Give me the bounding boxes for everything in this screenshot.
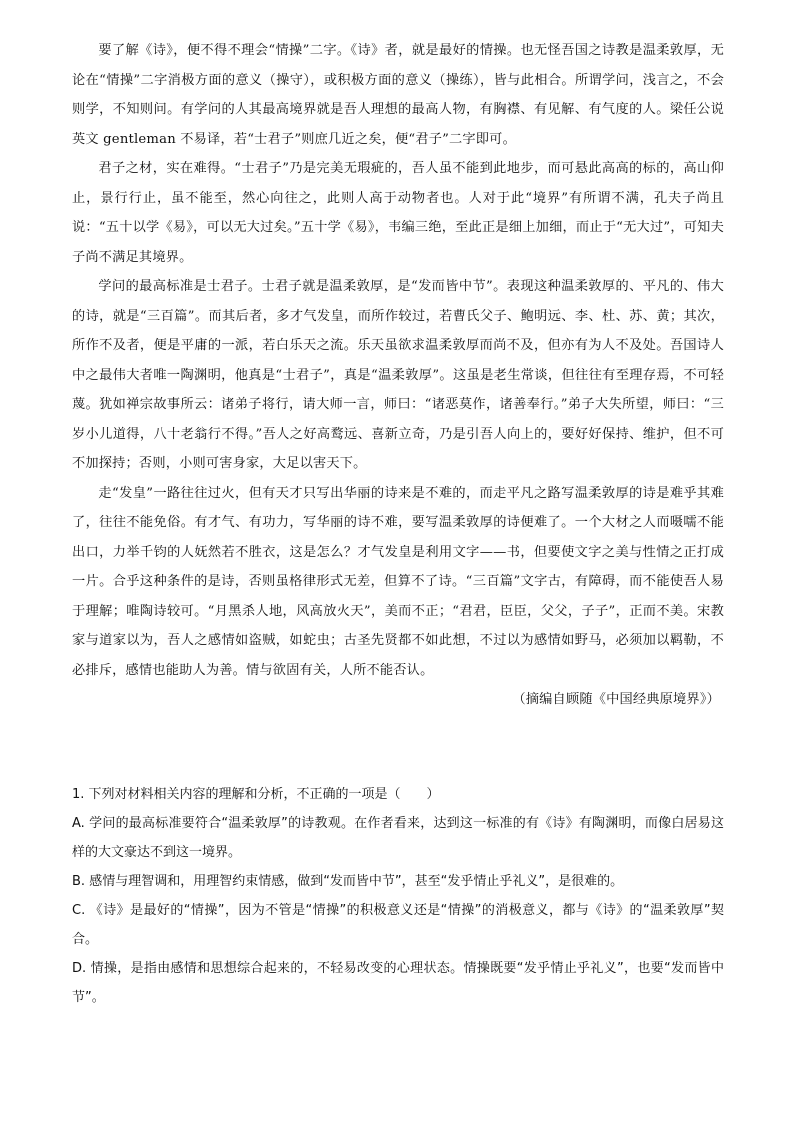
option-a [72,809,724,867]
option-d [72,954,724,1012]
option-b-key: B. [72,874,90,889]
option-b [72,867,724,896]
passage-source: （摘编自顾随《中国经典原境界》） [512,692,720,707]
passage-paragraph-3: 学问的最高标准是士君子。士君子就是温柔敦厚，是“发而皆中节”。表现这种温柔敦厚的、平凡的、伟大的诗，就是“三百篇”。而其后者，多才气发皇，而所作较过，若曹氏父子、鲍明远、李、杜、苏、黄；其次，所作不及者，便是平庸的一派，若白乐天之流。乐天虽欲求温柔敦厚而尚不及，但亦有为人不及处。吾国诗人中之最伟大者唯一陶渊明，他真是“士君子”，真是“温柔敦厚”。这虽是老生常谈，但往往有至理存焉，不可轻蔑。犹如禅宗故事所云：诸弟子将行，请大师一言，师曰：“诸恶莫作，诸善奉行。”弟子大失所望，师曰：“三岁小儿道得，八十老翁行不得。”吾人之好高鹜远、喜新立奇，乃是引吾人向上的，要好好保持、维护，但不可不加探持；否则，小则可害身家，大足以害天下。 [72,279,724,471]
option-d-key: D. [72,961,91,976]
option-c [72,896,724,954]
option-b-text: 感情与理智调和，用理智约束情感，做到“发而皆中节”，甚至“发乎情止乎礼义”，是很难的。 [89,874,624,889]
option-d-text: 情操，是指由感情和思想综合起来的，不轻易改变的心理状态。情操既要“发乎情止乎礼义”，也要“发而皆中节”。 [72,961,724,1005]
option-a-key: A. [72,816,90,831]
passage-paragraph-4: 走“发皇”一路往往过火，但有天才只写出华丽的诗来是不难的，而走平凡之路写温柔敦厚的诗是难乎其难了，往往不能免俗。有才气、有功力，写华丽的诗不难，要写温柔敦厚的诗便难了。一个大材之人而嗫嚅不能出口，力举千钧的人妩然若不胜衣，这是怎么？才气发皇是利用文字——书，但要使文字之美与性情之正打成一片。合乎这种条件的是诗，否则虽格律形式无差，但算不了诗。“三百篇”文字古，有障碍，而不能使吾人易于理解；唯陶诗较可。“月黑杀人地，风高放火天”，美而不正；“君君，臣臣，父父，子子”，正而不美。宋教家与道家以为，吾人之感情如盗贼，如蛇虫；古圣先贤都不如此想，不过以为感情如野马，必须加以羁勒，不必排斥，感情也能助人为善。情与欲固有关，人所不能否认。 [72,485,724,678]
question-block [72,780,724,1012]
passage-paragraph-2: 君子之材，实在难得。“士君子”乃是完美无瑕疵的，吾人虽不能到此地步，而可悬此高高的标的，高山仰止，景行行止，虽不能至，然心向往之，此则人高于动物者也。人对于此“境界”有所谓不满，孔夫子尚且说：“五十以学《易》，可以无大过矣。”五十学《易》，韦编三绝，至此正是细上加细，而止于“无大过”，可知夫子尚不满足其境界。 [72,161,724,265]
question-stem: 1. 下列对材料相关内容的理解和分析，不正确的一项是（ ） [72,787,440,802]
option-c-key: C. [72,903,90,918]
passage-paragraph-1: 要了解《诗》，便不得不理会“情操”二字。《诗》者，就是最好的情操。也无怪吾国之诗教是温柔敦厚，无论在“情操”二字消极方面的意义（操守），或积极方面的意义（操练），皆与此相合。所谓学问，浅言之，不会则学，不知则问。有学问的人其最高境界就是吾人理想的最高人物，有胸襟、有见解、有气度的人。梁任公说英文 gentleman 不易译，若“士君子”则庶几近之矣，便“君子”二字即可。 [72,43,724,147]
reading-passage [72,36,724,715]
option-c-text: 《诗》是最好的“情操”，因为不管是“情操”的积极意义还是“情操”的消极意义，都与《诗》的“温柔敦厚”契合。 [72,903,724,947]
option-a-text: 学问的最高标准要符合“温柔敦厚”的诗教观。在作者看来，达到这一标准的有《诗》有陶渊明，而像白居易这样的大文豪达不到这一境界。 [72,816,724,860]
